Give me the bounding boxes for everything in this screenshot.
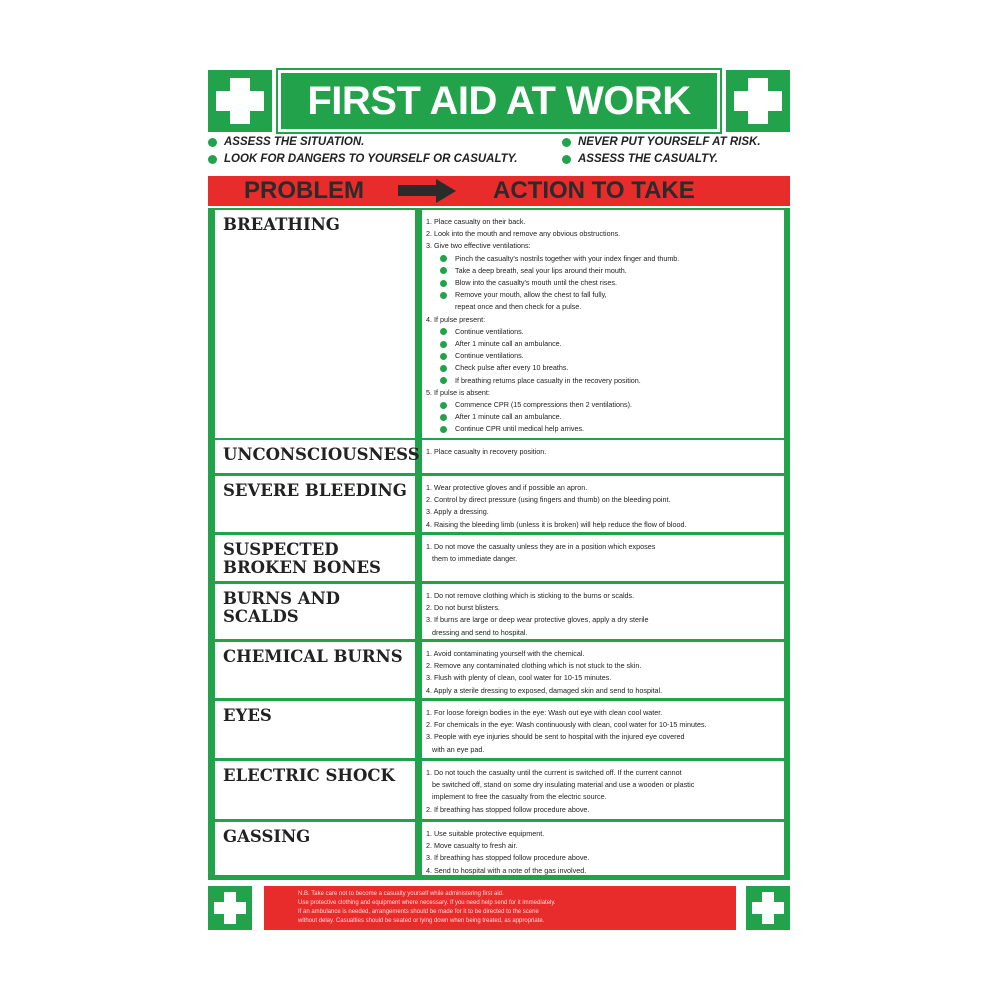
action-line: 1. Do not remove clothing which is sticking to the burns or scalds. bbox=[426, 591, 635, 600]
first-aid-cross-icon bbox=[208, 70, 272, 132]
first-aid-table bbox=[208, 208, 790, 880]
action-line: be switched off, stand on some dry insulating material and use a wooden or plastic bbox=[432, 780, 695, 790]
bullet-dot-icon bbox=[562, 155, 571, 164]
action-line: 2. Control by direct pressure (using fingers and thumb) on the bleeding point. bbox=[426, 495, 671, 505]
action-heading: ACTION TO TAKE bbox=[493, 177, 695, 204]
action-line: Pinch the casualty's nostrils together with your index finger and thumb. bbox=[426, 253, 780, 265]
action-line: 3. If burns are large or deep wear protective gloves, apply a dry sterile bbox=[426, 615, 649, 625]
problem-cell: UNCONSCIOUSNESS bbox=[215, 440, 415, 473]
bullet-dot-icon bbox=[440, 377, 447, 384]
action-line: 3. Flush with plenty of clean, cool water for 10-15 minutes. bbox=[426, 673, 612, 683]
problem-cell: GASSING bbox=[215, 822, 415, 875]
bullet-item: LOOK FOR DANGERS TO YOURSELF OR CASUALTY. bbox=[208, 153, 518, 165]
action-line: 4. If pulse present: bbox=[426, 314, 486, 324]
action-cell bbox=[422, 584, 784, 639]
table-row bbox=[212, 535, 786, 581]
table-row bbox=[212, 761, 786, 819]
problem-action-header bbox=[208, 176, 790, 206]
first-aid-poster bbox=[208, 68, 790, 930]
action-line: with an eye pad. bbox=[432, 744, 485, 754]
table-row bbox=[212, 476, 786, 532]
table-row bbox=[212, 440, 786, 473]
action-line: Check pulse after every 10 breaths. bbox=[426, 362, 780, 374]
action-line: 1. Do not touch the casualty until the current is switched off. If the current cannot bbox=[426, 768, 682, 777]
problem-cell: ELECTRIC SHOCK bbox=[215, 761, 415, 819]
action-line: 2. For chemicals in the eye: Wash continuously with clean, cool water for 10-15 minutes. bbox=[426, 720, 707, 730]
bullet-dot-icon bbox=[440, 267, 447, 274]
poster-title: FIRST AID AT WORK bbox=[278, 70, 720, 132]
bullet-item: NEVER PUT YOURSELF AT RISK. bbox=[562, 136, 761, 148]
action-line: implement to free the casualty from the electric source. bbox=[432, 792, 607, 802]
problem-cell: EYES bbox=[215, 701, 415, 758]
action-cell bbox=[422, 761, 784, 819]
bullet-dot-icon bbox=[440, 255, 447, 262]
bullet-item: ASSESS THE CASUALTY. bbox=[562, 153, 718, 165]
action-line: 3. People with eye injuries should be sent to hospital with the injured eye covered bbox=[426, 732, 685, 742]
action-line: 1. Wear protective gloves and if possible an apron. bbox=[426, 483, 588, 492]
action-line: Continue CPR until medical help arrives. bbox=[426, 423, 780, 435]
bullet-dot-icon bbox=[440, 402, 447, 409]
bullet-dot-icon bbox=[208, 155, 217, 164]
table-row bbox=[212, 701, 786, 758]
action-cell bbox=[422, 440, 784, 473]
action-line: 1. Place casualty on their back. bbox=[426, 217, 526, 226]
first-aid-cross-icon bbox=[208, 886, 252, 930]
bullet-dot-icon bbox=[208, 138, 217, 147]
action-line: 1. Do not move the casualty unless they are in a position which exposes bbox=[426, 542, 656, 551]
action-line: 1. Avoid contaminating yourself with the chemical. bbox=[426, 649, 585, 658]
bullet-dot-icon bbox=[440, 280, 447, 287]
action-line: 4. Raising the bleeding limb (unless it is broken) will help reduce the flow of blood. bbox=[426, 519, 687, 529]
bullet-dot-icon bbox=[440, 341, 447, 348]
footer-line: N.B. Take care not to become a casualty yourself while administering first aid. bbox=[298, 891, 504, 897]
table-row bbox=[212, 642, 786, 698]
action-line: repeat once and then check for a pulse. bbox=[455, 302, 582, 312]
footer-line: If an ambulance is needed, arrangements should be made for it to be directed to the scene bbox=[298, 909, 539, 915]
action-line: Continue ventilations. bbox=[426, 326, 780, 338]
action-line: After 1 minute call an ambulance. bbox=[426, 411, 780, 423]
action-line: 1. Use suitable protective equipment. bbox=[426, 829, 545, 838]
action-line: 4. Apply a sterile dressing to exposed, damaged skin and send to hospital. bbox=[426, 685, 663, 695]
bullet-dot-icon bbox=[440, 328, 447, 335]
bullet-item: ASSESS THE SITUATION. bbox=[208, 136, 364, 148]
action-cell bbox=[422, 822, 784, 875]
action-line: Take a deep breath, seal your lips around their mouth. bbox=[426, 265, 780, 277]
bullet-dot-icon bbox=[440, 426, 447, 433]
action-cell bbox=[422, 701, 784, 758]
action-cell bbox=[422, 642, 784, 698]
action-cell bbox=[422, 210, 784, 438]
footer-line: Use protective clothing and equipment where necessary. If you need help send for it immediately. bbox=[298, 900, 556, 906]
bullet-dot-icon bbox=[440, 292, 447, 299]
action-line: Blow into the casualty's mouth until the chest rises. bbox=[426, 277, 780, 289]
action-line: 3. Give two effective ventilations: bbox=[426, 241, 531, 251]
action-line: Commence CPR (15 compressions then 2 ventilations). bbox=[426, 399, 780, 411]
action-line: 2. Look into the mouth and remove any obvious obstructions. bbox=[426, 229, 621, 239]
action-line: If breathing returns place casualty in the recovery position. bbox=[426, 375, 780, 387]
action-line: 2. Move casualty to fresh air. bbox=[426, 841, 518, 851]
problem-heading: PROBLEM bbox=[244, 177, 364, 204]
arrow-right-icon-head bbox=[436, 179, 456, 203]
action-line: 1. For loose foreign bodies in the eye: Wash out eye with clean cool water. bbox=[426, 708, 663, 717]
action-line: 2. Do not burst blisters. bbox=[426, 603, 500, 613]
table-row bbox=[212, 584, 786, 639]
action-line: 5. If pulse is absent: bbox=[426, 387, 490, 397]
bullet-dot-icon bbox=[440, 414, 447, 421]
action-line: 2. Remove any contaminated clothing which is not stuck to the skin. bbox=[426, 661, 642, 671]
table-row bbox=[212, 210, 786, 438]
problem-cell: SEVERE BLEEDING bbox=[215, 476, 415, 532]
problem-cell: BREATHING bbox=[215, 210, 415, 438]
action-line: them to immediate danger. bbox=[432, 554, 518, 564]
action-line: 3. If breathing has stopped follow procedure above. bbox=[426, 853, 590, 863]
bullet-dot-icon bbox=[440, 365, 447, 372]
problem-cell: BURNS AND SCALDS bbox=[215, 584, 415, 639]
first-aid-cross-icon bbox=[726, 70, 790, 132]
action-line: 4. Send to hospital with a note of the gas involved. bbox=[426, 865, 587, 875]
action-line: Remove your mouth, allow the chest to fall fully, bbox=[426, 289, 780, 301]
problem-cell: SUSPECTED BROKEN BONES bbox=[215, 535, 415, 581]
action-line: 2. If breathing has stopped follow procedure above. bbox=[426, 804, 590, 814]
action-line: 1. Place casualty in recovery position. bbox=[426, 447, 547, 456]
problem-cell: CHEMICAL BURNS bbox=[215, 642, 415, 698]
action-cell bbox=[422, 476, 784, 532]
first-aid-cross-icon bbox=[746, 886, 790, 930]
footer-note bbox=[264, 886, 736, 930]
bullet-dot-icon bbox=[562, 138, 571, 147]
action-line: After 1 minute call an ambulance. bbox=[426, 338, 780, 350]
table-row bbox=[212, 822, 786, 875]
safety-bullets bbox=[208, 136, 790, 174]
action-line: Continue ventilations. bbox=[426, 350, 780, 362]
action-line: dressing and send to hospital. bbox=[432, 627, 528, 637]
action-line: 3. Apply a dressing. bbox=[426, 507, 489, 517]
arrow-right-icon bbox=[398, 185, 438, 196]
footer-line: without delay. Casualties should be seated or lying down when being treated, as appropriate. bbox=[298, 918, 545, 924]
action-cell bbox=[422, 535, 784, 581]
bullet-dot-icon bbox=[440, 353, 447, 360]
